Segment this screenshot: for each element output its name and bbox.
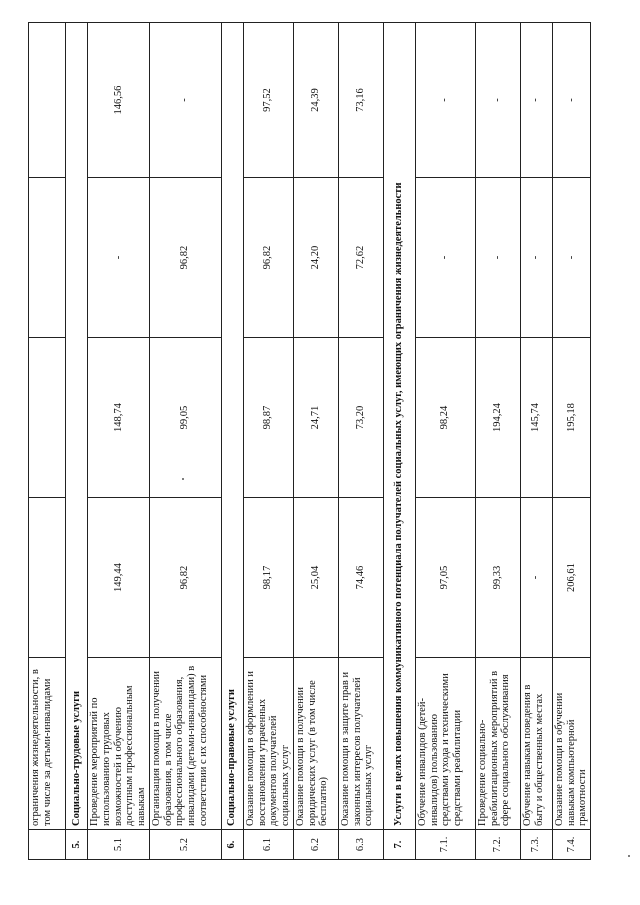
value-col-4: 24,39 bbox=[293, 23, 338, 178]
section-title: Социально-трудовые услуги bbox=[66, 23, 88, 830]
service-name: Обучение навыкам поведения в быту и общественных местах bbox=[520, 658, 552, 830]
service-name: Оказание помощи в оформлении и восстановлении утраченных документов получателей социальных услуг bbox=[243, 658, 293, 830]
row-index: 7.2. bbox=[475, 830, 520, 860]
service-name: Оказание помощи в защите прав и законных интересов получателей социальных услуг bbox=[338, 658, 383, 830]
row-index: 7.1. bbox=[415, 830, 475, 860]
value-col-4: - bbox=[552, 23, 590, 178]
section-index: 6. bbox=[221, 830, 243, 860]
value-col-1: 99,33 bbox=[475, 498, 520, 658]
value-col-3: - bbox=[520, 178, 552, 338]
value-col-4: - bbox=[475, 23, 520, 178]
value-col-1 bbox=[29, 498, 66, 658]
value-col-4 bbox=[29, 23, 66, 178]
value-col-2: 99,05 bbox=[149, 338, 221, 498]
row-index: 5.1 bbox=[88, 830, 150, 860]
row-index: 7.4. bbox=[552, 830, 590, 860]
row-index bbox=[29, 830, 66, 860]
value-col-1: 25,04 bbox=[293, 498, 338, 658]
table-row bbox=[293, 23, 338, 860]
table-row bbox=[29, 23, 66, 860]
value-col-3 bbox=[29, 178, 66, 338]
section-title: Социально-правовые услуги bbox=[221, 23, 243, 830]
service-name: ограничения жизнедеятельности, в том числе за детьми-инвалидами bbox=[29, 658, 66, 830]
table-row bbox=[415, 23, 475, 860]
value-col-4: 97,52 bbox=[243, 23, 293, 178]
value-col-1: 98,17 bbox=[243, 498, 293, 658]
value-col-1: 149,44 bbox=[88, 498, 150, 658]
row-index: 5.2 bbox=[149, 830, 221, 860]
row-index: 6.1 bbox=[243, 830, 293, 860]
row-index: 7.3. bbox=[520, 830, 552, 860]
value-col-3: - bbox=[552, 178, 590, 338]
service-name: Проведение социально-реабилитационных мероприятий в сфере социального обслуживания bbox=[475, 658, 520, 830]
value-col-3: 72,62 bbox=[338, 178, 383, 338]
value-col-2 bbox=[29, 338, 66, 498]
service-name: Оказание помощи в получении юридических услуг (в том числе бесплатно) bbox=[293, 658, 338, 830]
value-col-2: 98,24 bbox=[415, 338, 475, 498]
value-col-1: 97,05 bbox=[415, 498, 475, 658]
table-row bbox=[520, 23, 552, 860]
value-col-2: 145,74 bbox=[520, 338, 552, 498]
table-row bbox=[243, 23, 293, 860]
value-col-1: 96,82 bbox=[149, 498, 221, 658]
table-row bbox=[88, 23, 150, 860]
section-title: Услуги в целях повышения коммуникативного потенциала получателей социальных услуг, имеющих ограничения жизнедеятельности bbox=[383, 23, 415, 830]
tariff-table bbox=[28, 22, 591, 860]
service-name: Проведение мероприятий по использованию трудовых возможностей и обучению доступным профессиональным навыкам bbox=[88, 658, 150, 830]
value-col-3: 24,20 bbox=[293, 178, 338, 338]
scan-speck bbox=[182, 478, 184, 480]
service-name: Оказание помощи в обучении навыкам компьютерной грамотности bbox=[552, 658, 590, 830]
value-col-2: 148,74 bbox=[88, 338, 150, 498]
value-col-3: 96,82 bbox=[243, 178, 293, 338]
value-col-2: 195,18 bbox=[552, 338, 590, 498]
value-col-4: - bbox=[520, 23, 552, 178]
value-col-1: 74,46 bbox=[338, 498, 383, 658]
section-row bbox=[221, 23, 243, 860]
value-col-2: 194,24 bbox=[475, 338, 520, 498]
table-row bbox=[338, 23, 383, 860]
value-col-3: - bbox=[415, 178, 475, 338]
section-row bbox=[383, 23, 415, 860]
value-col-2: 24,71 bbox=[293, 338, 338, 498]
value-col-2: 73,20 bbox=[338, 338, 383, 498]
value-col-4: - bbox=[415, 23, 475, 178]
section-row bbox=[66, 23, 88, 860]
table-row bbox=[475, 23, 520, 860]
scan-speck bbox=[628, 855, 630, 857]
value-col-1: - bbox=[520, 498, 552, 658]
row-index: 6.2 bbox=[293, 830, 338, 860]
service-name: Обучение инвалидов (детей-инвалидов) пользованию средствами ухода и техническими средствами реабилитации bbox=[415, 658, 475, 830]
table-row bbox=[149, 23, 221, 860]
section-index: 5. bbox=[66, 830, 88, 860]
service-name: Организация помощи в получении образования, в том числе профессионального образования, инвалидами (детьми-инвалидами) в соответствии с их способностями bbox=[149, 658, 221, 830]
value-col-3: 96,82 bbox=[149, 178, 221, 338]
value-col-3: - bbox=[88, 178, 150, 338]
section-index: 7. bbox=[383, 830, 415, 860]
value-col-2: 98,87 bbox=[243, 338, 293, 498]
table-row bbox=[552, 23, 590, 860]
value-col-4: 146,56 bbox=[88, 23, 150, 178]
value-col-3: - bbox=[475, 178, 520, 338]
row-index: 6.3 bbox=[338, 830, 383, 860]
value-col-1: 206,61 bbox=[552, 498, 590, 658]
value-col-4: - bbox=[149, 23, 221, 178]
value-col-4: 73,16 bbox=[338, 23, 383, 178]
